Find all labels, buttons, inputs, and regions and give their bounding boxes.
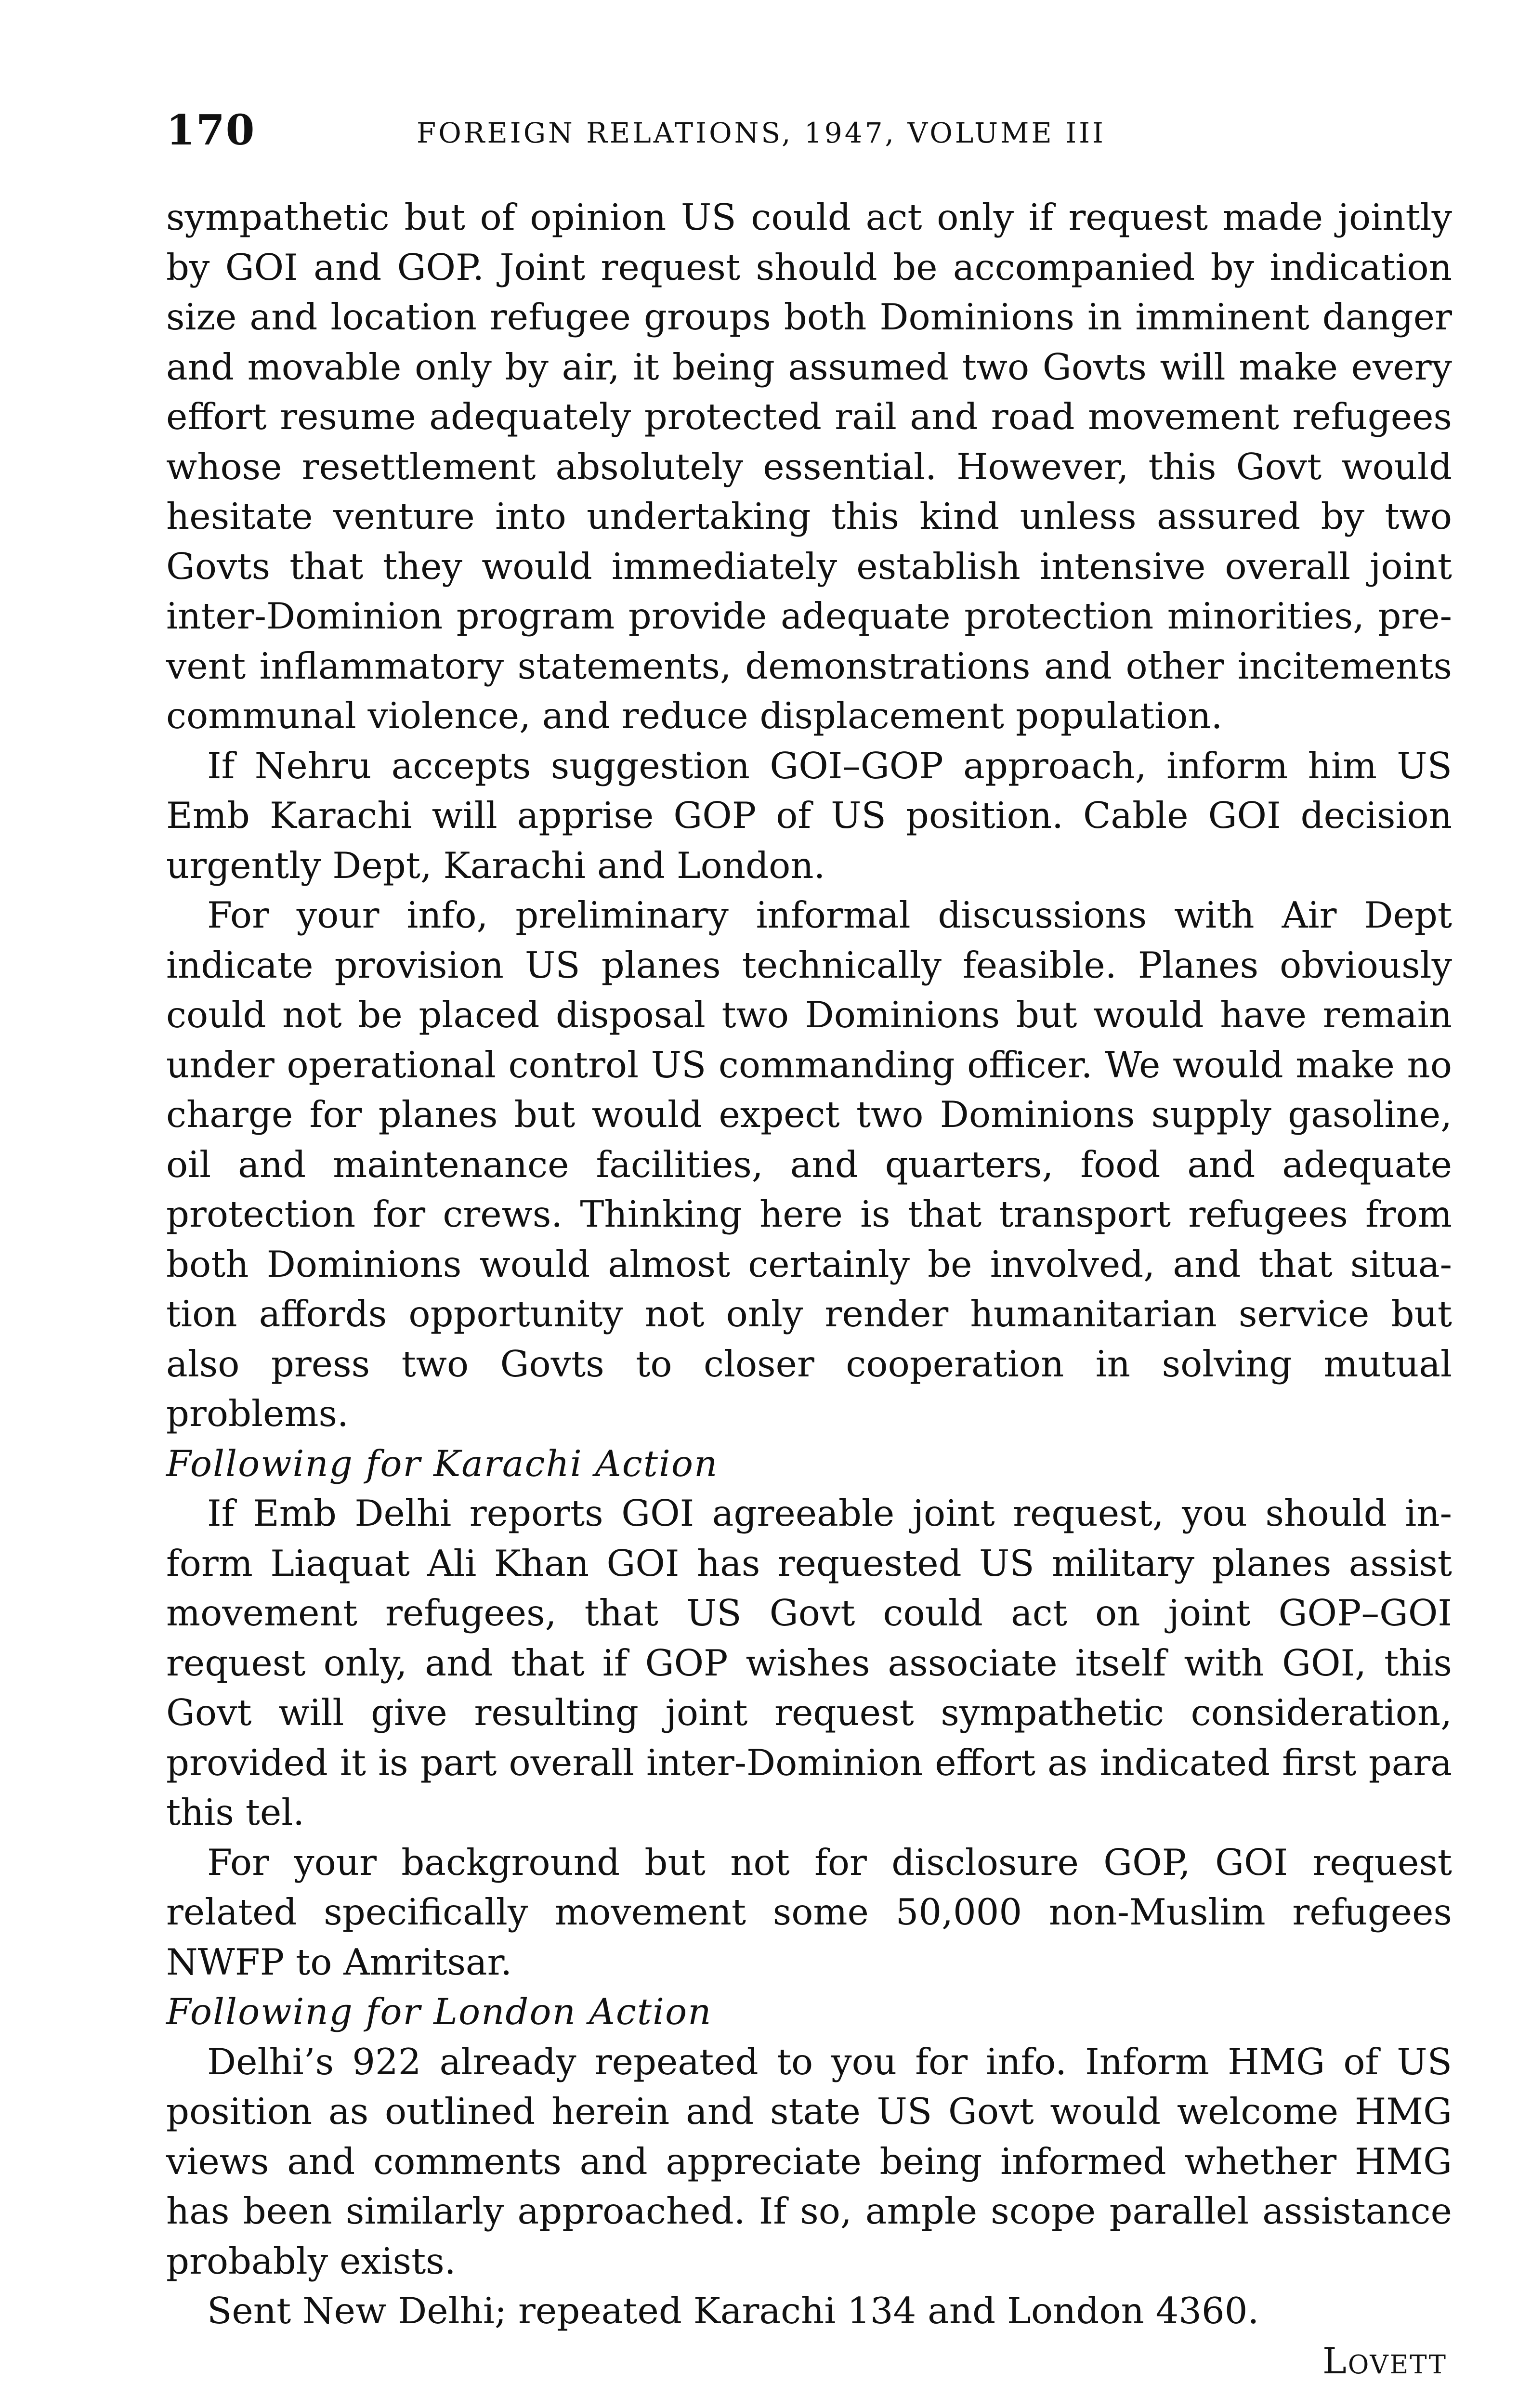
- paragraph-nehru: If Nehru accepts suggestion GOI–GOP approach, inform him US Emb Karachi will apprise GOP of US position. Cable GOI decision urgently Dept, Karachi and London.: [166, 744, 1452, 887]
- paragraph-london-action: Delhi’s 922 already repeated to you for info. Inform HMG of US position as outlined herein and state US Govt would welcome HMG views and comments and appreciate being informed whether HMG has been similarly approached. If so, ample scope parallel assistance probably exists.: [166, 2040, 1452, 2282]
- paragraph-continuation: sympathetic but of opinion US could act only if request made jointly by GOI and GOP. Joint request should be accompanied by indication size and location refugee groups both Dominions in imminent danger and movable only by air, it being assumed two Govts will make every effort resume adequately protected rail and road movement refugees whose resettlement absolutely essential. However, this Govt would hesitate venture into undertaking this kind unless assured by two Govts that they would immediately establish intensive overall joint inter-Dominion program provide adequate protection minorities, prevent inflammatory statements, demonstrations and other incitements communal violence, and reduce displacement population.: [166, 196, 1452, 737]
- body-text: [166, 193, 1452, 2386]
- signature: Lovett: [1322, 2339, 1447, 2382]
- paragraph-background: For your background but not for disclosure GOP, GOI request related specifically movement some 50,000 non-Muslim refugees NWFP to Amritsar.: [166, 1841, 1452, 1983]
- paragraph-distribution: Sent New Delhi; repeated Karachi 134 and London 4360.: [207, 2290, 1259, 2332]
- paragraph-karachi-action: If Emb Delhi reports GOI agreeable joint request, you should inform Liaquat Ali Khan GOI has requested US military planes assist movement refugees, that US Govt could act on joint GOP–GOI request only, and that if GOP wishes associate itself with GOI, this Govt will give resulting joint request sympathetic consideration, provided it is part overall inter-Dominion effort as indicated first para this tel.: [166, 1492, 1452, 1833]
- document-page: [166, 96, 1452, 2386]
- page-number: 170: [166, 106, 256, 155]
- paragraph-air-dept: For your info, preliminary informal discussions with Air Dept indicate provision US planes technically feasible. Planes obviously could not be placed disposal two Dominions but would have remain under operational control US commanding officer. We would make no charge for planes but would expect two Dominions supply gasoline, oil and maintenance facilities, and quarters, food and adequate protection for crews. Thinking here is that transport refugees from both Dominions would almost certainly be involved, and that situation affords opportunity not only render humanitarian service but also press two Govts to closer cooperation in solving mutual problems.: [166, 894, 1452, 1435]
- section-heading-london: Following for London Action: [166, 1990, 712, 2033]
- page-header: [166, 96, 1452, 193]
- section-heading-karachi: Following for Karachi Action: [166, 1442, 719, 1485]
- running-head: FOREIGN RELATIONS, 1947, VOLUME III: [417, 117, 1106, 149]
